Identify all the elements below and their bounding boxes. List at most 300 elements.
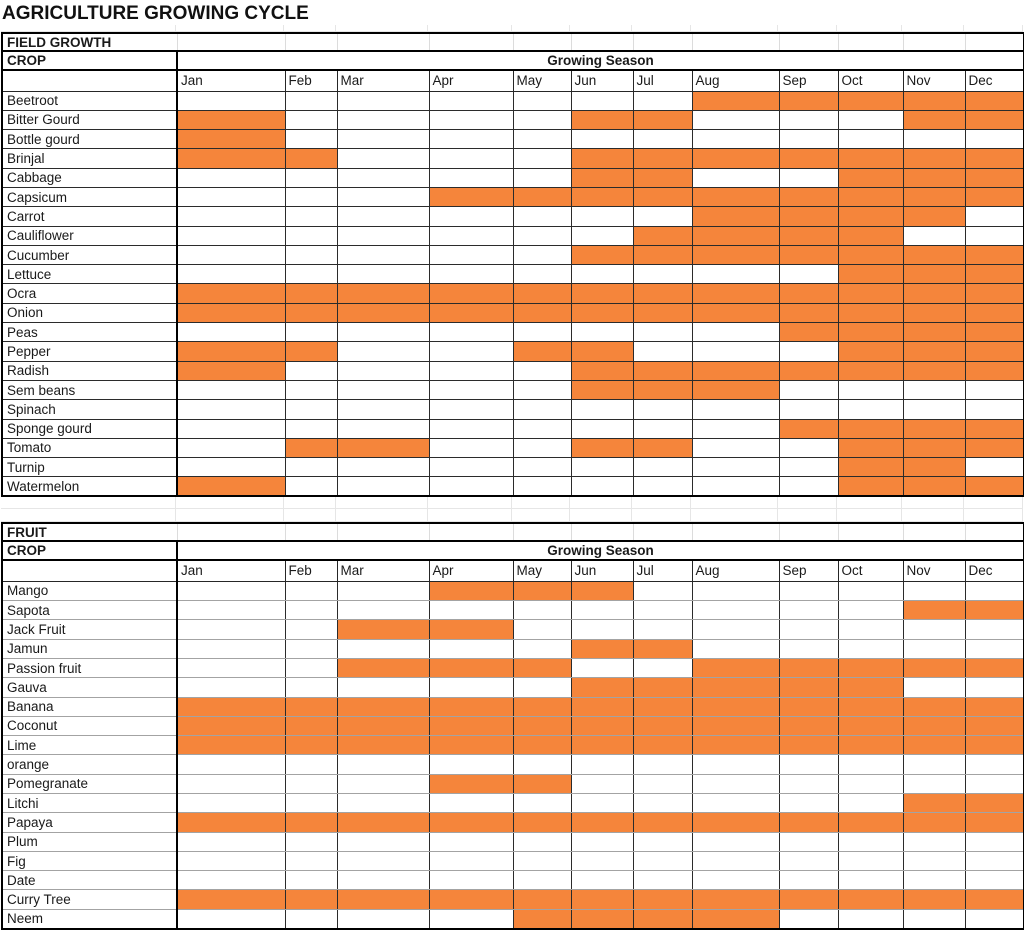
month-cell (633, 265, 692, 284)
month-cell (838, 736, 903, 755)
month-header: Jul (633, 70, 692, 91)
month-cell (285, 380, 337, 399)
grid-gap-cell (176, 497, 284, 508)
month-cell (838, 149, 903, 168)
crop-name: Lettuce (2, 265, 177, 284)
month-cell (903, 323, 965, 342)
grid-gap-cell (570, 509, 632, 521)
grid-gap-cell (902, 497, 964, 508)
month-cell (177, 130, 285, 149)
month-cell (903, 890, 965, 909)
month-cell (838, 458, 903, 477)
month-cell (571, 601, 633, 620)
month-cell (337, 207, 429, 226)
month-cell (285, 832, 337, 851)
month-cell (429, 207, 513, 226)
grid-gap-cell (336, 25, 428, 31)
month-cell (779, 187, 838, 206)
crop-name: Pepper (2, 342, 177, 361)
crop-row (2, 774, 1024, 793)
month-cell (285, 871, 337, 890)
month-cell (692, 736, 779, 755)
month-cell (513, 832, 571, 851)
month-cell (779, 207, 838, 226)
month-cell (692, 149, 779, 168)
month-cell (337, 323, 429, 342)
band-cell (633, 33, 692, 51)
month-cell (429, 400, 513, 419)
month-cell (633, 361, 692, 380)
month-cell (337, 716, 429, 735)
crop-header-row (2, 51, 1024, 70)
month-cell (285, 149, 337, 168)
month-cell (692, 91, 779, 110)
month-cell (692, 851, 779, 870)
month-cell (965, 832, 1024, 851)
crop-name: Carrot (2, 207, 177, 226)
month-cell (903, 813, 965, 832)
month-cell (903, 226, 965, 245)
crop-row (2, 871, 1024, 890)
month-cell (692, 110, 779, 129)
month-cell (838, 400, 903, 419)
crop-name: Brinjal (2, 149, 177, 168)
month-cell (965, 342, 1024, 361)
month-cell (692, 342, 779, 361)
month-cell (779, 871, 838, 890)
month-cell (429, 678, 513, 697)
month-header: Sep (779, 560, 838, 581)
month-cell (177, 187, 285, 206)
crop-row (2, 678, 1024, 697)
crop-name: Turnip (2, 458, 177, 477)
month-cell (337, 91, 429, 110)
crop-row (2, 323, 1024, 342)
month-cell (838, 639, 903, 658)
month-cell (903, 303, 965, 322)
grid-gap-row (1, 497, 1023, 509)
month-cell (903, 581, 965, 600)
band-cell (903, 33, 965, 51)
month-cell (571, 909, 633, 928)
crop-name: Coconut (2, 716, 177, 735)
month-cell (177, 284, 285, 303)
month-cell (633, 245, 692, 264)
month-cell (838, 245, 903, 264)
month-cell (429, 458, 513, 477)
month-cell (692, 794, 779, 813)
month-cell (838, 130, 903, 149)
month-cell (779, 265, 838, 284)
fruit-table (1, 522, 1024, 929)
month-cell (429, 581, 513, 600)
month-cell (337, 601, 429, 620)
month-cell (838, 323, 903, 342)
month-cell (779, 110, 838, 129)
month-cell (571, 438, 633, 457)
month-cell (285, 639, 337, 658)
month-cell (903, 601, 965, 620)
grid-gap-cell (1, 497, 176, 508)
month-header: Aug (692, 560, 779, 581)
month-cell (513, 342, 571, 361)
crop-row (2, 284, 1024, 303)
month-cell (285, 419, 337, 438)
month-cell (429, 736, 513, 755)
band-cell (337, 523, 429, 541)
month-cell (571, 851, 633, 870)
month-cell (692, 697, 779, 716)
band-cell (429, 523, 513, 541)
month-cell (513, 226, 571, 245)
month-cell (285, 323, 337, 342)
month-header: Oct (838, 70, 903, 91)
month-cell (429, 303, 513, 322)
crop-row (2, 639, 1024, 658)
month-cell (337, 419, 429, 438)
month-cell (513, 91, 571, 110)
month-cell (177, 323, 285, 342)
month-cell (177, 400, 285, 419)
month-cell (633, 323, 692, 342)
month-cell (965, 458, 1024, 477)
month-cell (965, 658, 1024, 677)
month-cell (838, 601, 903, 620)
month-cell (838, 361, 903, 380)
month-cell (571, 419, 633, 438)
month-cell (633, 342, 692, 361)
month-cell (633, 716, 692, 735)
crop-row (2, 207, 1024, 226)
month-cell (177, 265, 285, 284)
month-cell (177, 890, 285, 909)
month-cell (177, 851, 285, 870)
month-header: Apr (429, 560, 513, 581)
grid-gap-cell (570, 497, 632, 508)
month-cell (429, 419, 513, 438)
band-cell (337, 33, 429, 51)
month-cell (429, 890, 513, 909)
month-cell (177, 342, 285, 361)
month-cell (285, 716, 337, 735)
month-cell (571, 639, 633, 658)
month-cell (337, 187, 429, 206)
band-cell (177, 523, 285, 541)
month-cell (571, 813, 633, 832)
grid-gap-cell (632, 25, 691, 31)
month-cell (429, 794, 513, 813)
month-cell (429, 265, 513, 284)
month-cell (779, 832, 838, 851)
month-cell (633, 187, 692, 206)
month-cell (903, 130, 965, 149)
crop-name: Capsicum (2, 187, 177, 206)
month-cell (965, 91, 1024, 110)
month-cell (633, 658, 692, 677)
month-cell (779, 909, 838, 928)
crop-name: Watermelon (2, 477, 177, 496)
grid-gap-cell (284, 497, 336, 508)
crop-name: Sponge gourd (2, 419, 177, 438)
month-header: Oct (838, 560, 903, 581)
crop-header-row (2, 541, 1024, 560)
crop-row (2, 813, 1024, 832)
crop-row (2, 438, 1024, 457)
grid-gap-cell (428, 509, 512, 521)
month-cell (285, 736, 337, 755)
crop-row (2, 658, 1024, 677)
month-cell (429, 91, 513, 110)
month-cell (838, 226, 903, 245)
month-cell (513, 774, 571, 793)
month-cell (337, 813, 429, 832)
crop-name: Passion fruit (2, 658, 177, 677)
month-cell (513, 168, 571, 187)
month-cell (571, 620, 633, 639)
month-cell (513, 400, 571, 419)
month-cell (513, 323, 571, 342)
crop-name: Bottle gourd (2, 130, 177, 149)
crop-name: Sapota (2, 601, 177, 620)
month-cell (903, 419, 965, 438)
month-cell (903, 284, 965, 303)
month-cell (692, 438, 779, 457)
month-cell (965, 813, 1024, 832)
grid-gap-cell (428, 25, 512, 31)
month-cell (779, 323, 838, 342)
crop-row (2, 380, 1024, 399)
month-cell (513, 871, 571, 890)
month-cell (965, 226, 1024, 245)
month-cell (337, 658, 429, 677)
month-cell (177, 226, 285, 245)
month-cell (285, 265, 337, 284)
month-cell (571, 284, 633, 303)
month-cell (337, 149, 429, 168)
month-cell (838, 794, 903, 813)
month-cell (429, 832, 513, 851)
month-cell (513, 130, 571, 149)
month-cell (337, 755, 429, 774)
month-cell (337, 168, 429, 187)
month-cell (177, 736, 285, 755)
band-cell (692, 33, 779, 51)
month-cell (779, 736, 838, 755)
grid-gap-cell (837, 509, 902, 521)
month-cell (429, 130, 513, 149)
growing-season-header: Growing Season (177, 541, 1024, 560)
crop-row (2, 697, 1024, 716)
month-cell (903, 91, 965, 110)
crop-name: Cucumber (2, 245, 177, 264)
month-cell (633, 601, 692, 620)
month-cell (633, 400, 692, 419)
month-cell (513, 458, 571, 477)
month-cell (177, 168, 285, 187)
band-cell (779, 33, 838, 51)
crop-name: Bitter Gourd (2, 110, 177, 129)
crop-name: Plum (2, 832, 177, 851)
month-cell (513, 477, 571, 496)
crop-row (2, 620, 1024, 639)
crop-name: Curry Tree (2, 890, 177, 909)
month-cell (571, 130, 633, 149)
crop-row (2, 716, 1024, 735)
crop-column-header: CROP (2, 541, 177, 560)
month-cell (633, 130, 692, 149)
month-cell (285, 755, 337, 774)
month-cell (903, 851, 965, 870)
month-cell (965, 303, 1024, 322)
band-cell (692, 523, 779, 541)
crop-name: Pomegranate (2, 774, 177, 793)
crop-name: Spinach (2, 400, 177, 419)
month-cell (177, 361, 285, 380)
month-cell (177, 380, 285, 399)
month-cell (903, 871, 965, 890)
month-cell (571, 774, 633, 793)
month-cell (513, 245, 571, 264)
month-header: May (513, 560, 571, 581)
month-cell (633, 284, 692, 303)
month-cell (692, 380, 779, 399)
crop-row (2, 168, 1024, 187)
month-cell (337, 678, 429, 697)
month-cell (633, 620, 692, 639)
month-cell (965, 581, 1024, 600)
month-cell (692, 226, 779, 245)
month-cell (429, 380, 513, 399)
month-cell (838, 716, 903, 735)
month-cell (177, 697, 285, 716)
month-cell (779, 226, 838, 245)
month-cell (903, 265, 965, 284)
month-cell (429, 477, 513, 496)
band-cell (285, 523, 337, 541)
month-cell (903, 678, 965, 697)
month-cell (779, 361, 838, 380)
month-cell (838, 871, 903, 890)
month-cell (903, 342, 965, 361)
month-cell (337, 265, 429, 284)
crop-name: Mango (2, 581, 177, 600)
crop-name: Jamun (2, 639, 177, 658)
section-title: FRUIT (2, 523, 177, 541)
band-cell (965, 523, 1024, 541)
month-cell (692, 678, 779, 697)
month-cell (965, 284, 1024, 303)
month-cell (177, 678, 285, 697)
crop-name: Gauva (2, 678, 177, 697)
month-cell (337, 909, 429, 928)
month-cell (571, 794, 633, 813)
band-cell (903, 523, 965, 541)
crop-name: Beetroot (2, 91, 177, 110)
month-cell (285, 774, 337, 793)
month-cell (429, 361, 513, 380)
month-cell (513, 149, 571, 168)
month-cell (513, 890, 571, 909)
band-cell (177, 33, 285, 51)
month-cell (337, 832, 429, 851)
month-cell (571, 168, 633, 187)
month-cell (337, 736, 429, 755)
month-cell (177, 207, 285, 226)
crop-name: Radish (2, 361, 177, 380)
month-cell (779, 639, 838, 658)
month-cell (633, 813, 692, 832)
crop-row (2, 458, 1024, 477)
crop-name: Fig (2, 851, 177, 870)
band-cell (429, 33, 513, 51)
crop-name: Litchi (2, 794, 177, 813)
band-cell (779, 523, 838, 541)
month-cell (429, 284, 513, 303)
month-cell (903, 207, 965, 226)
month-cell (965, 736, 1024, 755)
month-cell (838, 697, 903, 716)
month-cell (903, 639, 965, 658)
month-cell (571, 226, 633, 245)
month-cell (177, 794, 285, 813)
crop-column-header: CROP (2, 51, 177, 70)
month-header: Sep (779, 70, 838, 91)
month-cell (903, 832, 965, 851)
grid-gap-cell (778, 497, 837, 508)
month-cell (779, 400, 838, 419)
month-cell (513, 736, 571, 755)
month-cell (903, 909, 965, 928)
month-cell (513, 678, 571, 697)
crop-row (2, 361, 1024, 380)
crop-name: Neem (2, 909, 177, 928)
month-cell (633, 794, 692, 813)
month-cell (903, 774, 965, 793)
month-cell (513, 813, 571, 832)
crop-row (2, 245, 1024, 264)
month-cell (429, 187, 513, 206)
month-cell (965, 265, 1024, 284)
grid-gap-cell (902, 509, 964, 521)
band-cell (838, 33, 903, 51)
month-cell (838, 168, 903, 187)
month-cell (838, 342, 903, 361)
crop-name: Sem beans (2, 380, 177, 399)
month-cell (285, 890, 337, 909)
month-cell (903, 658, 965, 677)
month-cell (429, 620, 513, 639)
band-cell (571, 523, 633, 541)
month-cell (903, 187, 965, 206)
crop-name: Tomato (2, 438, 177, 457)
month-header-stub (2, 560, 177, 581)
month-cell (285, 620, 337, 639)
month-cell (779, 581, 838, 600)
month-cell (429, 323, 513, 342)
page-title: AGRICULTURE GROWING CYCLE (2, 3, 309, 24)
grid-gap-cell (837, 497, 902, 508)
month-cell (337, 303, 429, 322)
month-cell (571, 207, 633, 226)
grid-gap-cell (902, 25, 964, 31)
month-cell (779, 130, 838, 149)
month-cell (779, 755, 838, 774)
month-cell (965, 110, 1024, 129)
month-cell (513, 110, 571, 129)
month-cell (838, 774, 903, 793)
month-cell (571, 361, 633, 380)
grid-gap-between (1, 497, 1023, 522)
